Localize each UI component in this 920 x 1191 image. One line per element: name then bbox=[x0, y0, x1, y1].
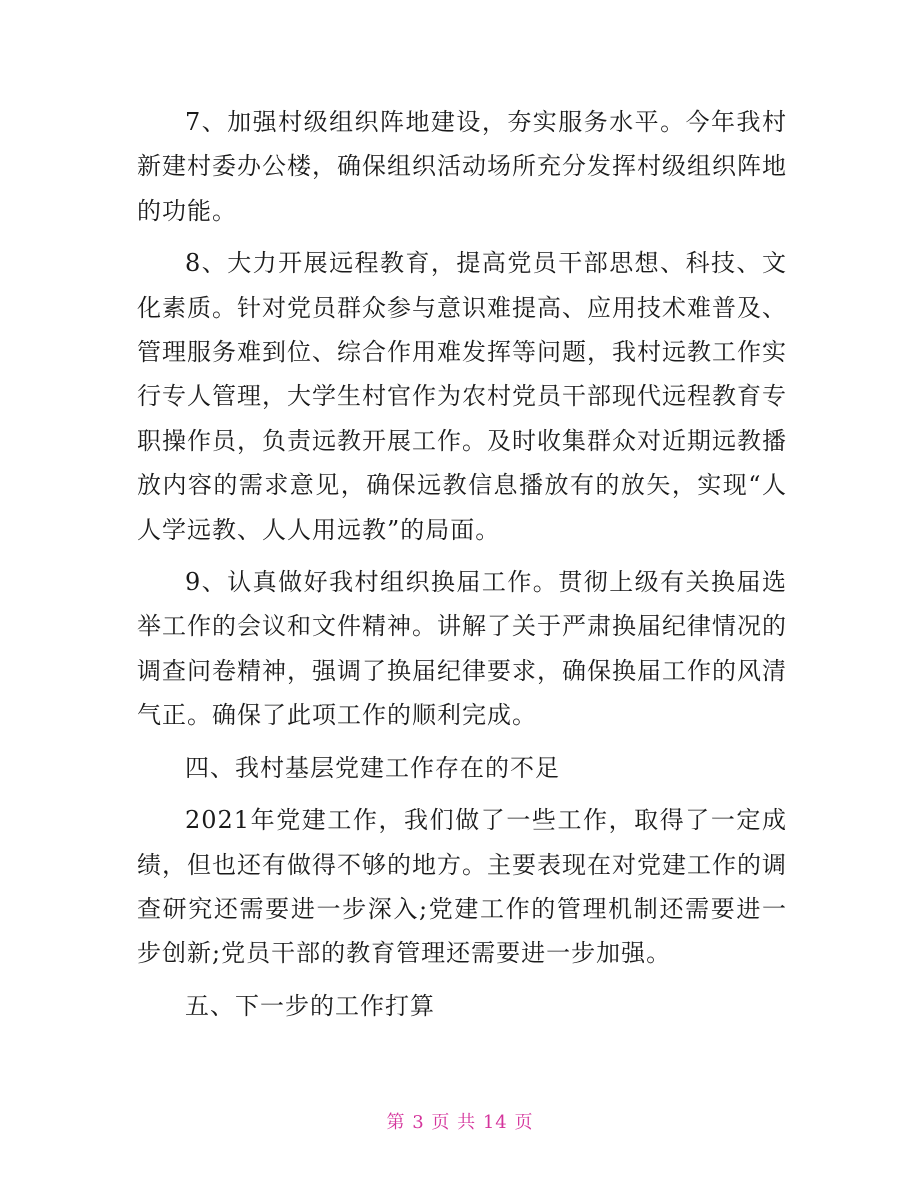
document-body bbox=[137, 100, 787, 1036]
paragraph-item-9: 9、认真做好我村组织换届工作。贯彻上级有关换届选举工作的会议和文件精神。讲解了关于严肃换届纪律情况的调查问卷精神，强调了换届纪律要求，确保换届工作的风清气正。确保了此项工作的顺利完成。 bbox=[137, 568, 787, 730]
paragraph-item-8: 8、大力开展远程教育，提高党员干部思想、科技、文化素质。针对党员群众参与意识难提高、应用技术难普及、管理服务难到位、综合作用难发挥等问题，我村远教工作实行专人管理，大学生村官作为农村党员干部现代远程教育专职操作员，负责远教开展工作。及时收集群众对近期远教播放内容的需求意见，确保远教信息播放有的放矢，实现“人人学远教、人人用远教”的局面。 bbox=[137, 249, 787, 544]
section-heading-shortcomings: 四、我村基层党建工作存在的不足 bbox=[185, 753, 560, 782]
paragraph-item-7: 7、加强村级组织阵地建设，夯实服务水平。今年我村新建村委办公楼，确保组织活动场所充分发挥村级组织阵地的功能。 bbox=[137, 108, 787, 225]
paragraph-shortcomings: 2021年党建工作，我们做了一些工作，取得了一定成绩，但也还有做得不够的地方。主要表现在对党建工作的调查研究还需要进一步深入;党建工作的管理机制还需要进一步创新;党员干部的教育管理还需要进一步加强。 bbox=[137, 806, 787, 968]
page-number-footer: 第 3 页 共 14 页 bbox=[386, 1112, 534, 1133]
section-heading-next-steps: 五、下一步的工作打算 bbox=[185, 991, 435, 1020]
